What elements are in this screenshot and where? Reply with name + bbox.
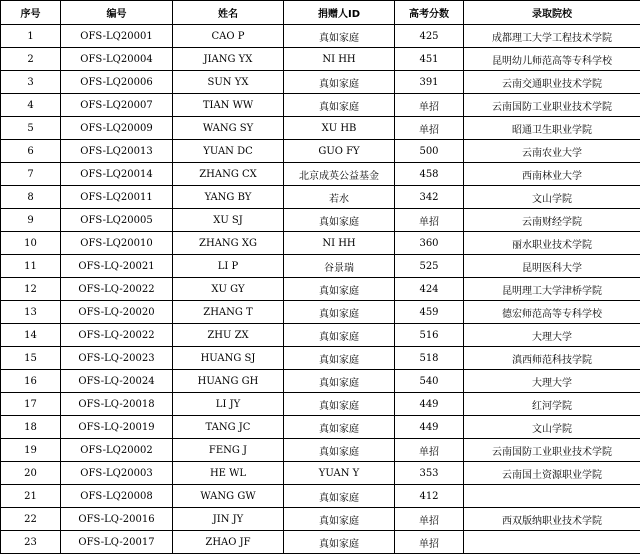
cell-gaokao-score: 360	[395, 232, 464, 255]
cell-donor-id: 真如家庭	[284, 209, 395, 232]
cell-index: 13	[1, 301, 61, 324]
cell-donor-id: 真如家庭	[284, 370, 395, 393]
cell-name: FENG J	[173, 439, 284, 462]
cell-gaokao-score: 单招	[395, 439, 464, 462]
cell-name: WANG GW	[173, 485, 284, 508]
cell-id: OFS-LQ20001	[61, 25, 173, 48]
cell-admitted-school: 德宏师范高等专科学校	[464, 301, 640, 324]
table-row	[1, 278, 640, 301]
cell-id: OFS-LQ20002	[61, 439, 173, 462]
cell-name: HE WL	[173, 462, 284, 485]
cell-index: 1	[1, 25, 61, 48]
table-row	[1, 71, 640, 94]
cell-id: OFS-LQ-20017	[61, 531, 173, 554]
cell-donor-id: 谷景瑞	[284, 255, 395, 278]
cell-gaokao-score: 424	[395, 278, 464, 301]
table-row	[1, 531, 640, 554]
cell-admitted-school: 云南农业大学	[464, 140, 640, 163]
cell-donor-id: 真如家庭	[284, 324, 395, 347]
cell-donor-id: NI HH	[284, 48, 395, 71]
cell-name: TIAN WW	[173, 94, 284, 117]
cell-index: 10	[1, 232, 61, 255]
cell-name: YUAN DC	[173, 140, 284, 163]
cell-index: 17	[1, 393, 61, 416]
cell-name: JIANG YX	[173, 48, 284, 71]
cell-admitted-school: 云南国防工业职业技术学院	[464, 94, 640, 117]
table-header	[1, 1, 640, 25]
cell-id: OFS-LQ20006	[61, 71, 173, 94]
cell-id: OFS-LQ20010	[61, 232, 173, 255]
cell-index: 14	[1, 324, 61, 347]
cell-index: 4	[1, 94, 61, 117]
header-index: 序号	[1, 1, 61, 25]
cell-id: OFS-LQ-20020	[61, 301, 173, 324]
cell-admitted-school: 云南国防工业职业技术学院	[464, 439, 640, 462]
cell-gaokao-score: 516	[395, 324, 464, 347]
cell-gaokao-score: 449	[395, 393, 464, 416]
cell-id: OFS-LQ-20022	[61, 324, 173, 347]
cell-index: 16	[1, 370, 61, 393]
cell-name: XU GY	[173, 278, 284, 301]
cell-id: OFS-LQ20008	[61, 485, 173, 508]
table-row	[1, 255, 640, 278]
cell-admitted-school: 红河学院	[464, 393, 640, 416]
cell-admitted-school: 昭通卫生职业学院	[464, 117, 640, 140]
cell-donor-id: 真如家庭	[284, 347, 395, 370]
cell-name: XU SJ	[173, 209, 284, 232]
cell-name: SUN YX	[173, 71, 284, 94]
cell-gaokao-score: 459	[395, 301, 464, 324]
table-row	[1, 301, 640, 324]
cell-donor-id: 真如家庭	[284, 416, 395, 439]
cell-gaokao-score: 单招	[395, 209, 464, 232]
cell-id: OFS-LQ20009	[61, 117, 173, 140]
cell-id: OFS-LQ20011	[61, 186, 173, 209]
cell-index: 11	[1, 255, 61, 278]
cell-name: YANG BY	[173, 186, 284, 209]
table-row	[1, 416, 640, 439]
table-row	[1, 347, 640, 370]
table-row	[1, 485, 640, 508]
cell-donor-id: 真如家庭	[284, 278, 395, 301]
cell-admitted-school: 大理大学	[464, 324, 640, 347]
cell-admitted-school: 文山学院	[464, 416, 640, 439]
table-row	[1, 140, 640, 163]
cell-gaokao-score: 单招	[395, 508, 464, 531]
cell-index: 21	[1, 485, 61, 508]
cell-donor-id: 真如家庭	[284, 25, 395, 48]
cell-donor-id: YUAN Y	[284, 462, 395, 485]
cell-donor-id: 真如家庭	[284, 71, 395, 94]
cell-name: ZHANG T	[173, 301, 284, 324]
table-row	[1, 117, 640, 140]
cell-gaokao-score: 451	[395, 48, 464, 71]
cell-id: OFS-LQ-20021	[61, 255, 173, 278]
cell-admitted-school: 成都理工大学工程技术学院	[464, 25, 640, 48]
table-row	[1, 186, 640, 209]
cell-id: OFS-LQ20005	[61, 209, 173, 232]
cell-admitted-school: 西南林业大学	[464, 163, 640, 186]
table-row	[1, 209, 640, 232]
cell-donor-id: 若水	[284, 186, 395, 209]
cell-admitted-school: 文山学院	[464, 186, 640, 209]
cell-index: 5	[1, 117, 61, 140]
cell-name: HUANG GH	[173, 370, 284, 393]
cell-id: OFS-LQ20007	[61, 94, 173, 117]
table-row	[1, 25, 640, 48]
table-row	[1, 508, 640, 531]
header-name: 姓名	[173, 1, 284, 25]
cell-donor-id: 真如家庭	[284, 485, 395, 508]
cell-name: LI P	[173, 255, 284, 278]
cell-gaokao-score: 458	[395, 163, 464, 186]
header-admitted-school: 录取院校	[464, 1, 640, 25]
cell-gaokao-score: 353	[395, 462, 464, 485]
table-row	[1, 48, 640, 71]
cell-index: 9	[1, 209, 61, 232]
table-row	[1, 324, 640, 347]
header-row	[1, 1, 640, 25]
cell-gaokao-score: 500	[395, 140, 464, 163]
cell-index: 3	[1, 71, 61, 94]
cell-id: OFS-LQ-20016	[61, 508, 173, 531]
cell-admitted-school: 云南交通职业技术学院	[464, 71, 640, 94]
cell-admitted-school: 昆明理工大学津桥学院	[464, 278, 640, 301]
cell-admitted-school: 滇西师范科技学院	[464, 347, 640, 370]
cell-name: ZHU ZX	[173, 324, 284, 347]
cell-donor-id: 真如家庭	[284, 393, 395, 416]
cell-admitted-school: 昆明幼儿师范高等专科学校	[464, 48, 640, 71]
table-body	[1, 25, 640, 554]
cell-index: 18	[1, 416, 61, 439]
header-donor-id: 捐赠人ID	[284, 1, 395, 25]
table-row	[1, 232, 640, 255]
cell-admitted-school: 云南国土资源职业学院	[464, 462, 640, 485]
cell-name: ZHANG XG	[173, 232, 284, 255]
cell-name: LI JY	[173, 393, 284, 416]
cell-admitted-school: 丽水职业技术学院	[464, 232, 640, 255]
cell-donor-id: 北京成英公益基金	[284, 163, 395, 186]
cell-id: OFS-LQ-20023	[61, 347, 173, 370]
cell-name: WANG SY	[173, 117, 284, 140]
table-row	[1, 370, 640, 393]
table-row	[1, 163, 640, 186]
cell-gaokao-score: 单招	[395, 94, 464, 117]
cell-id: OFS-LQ20004	[61, 48, 173, 71]
cell-id: OFS-LQ20013	[61, 140, 173, 163]
cell-name: ZHAO JF	[173, 531, 284, 554]
cell-name: TANG JC	[173, 416, 284, 439]
cell-admitted-school: 云南财经学院	[464, 209, 640, 232]
cell-admitted-school: 昆明医科大学	[464, 255, 640, 278]
cell-gaokao-score: 391	[395, 71, 464, 94]
cell-gaokao-score: 518	[395, 347, 464, 370]
cell-admitted-school	[464, 531, 640, 554]
cell-name: CAO P	[173, 25, 284, 48]
cell-donor-id: GUO FY	[284, 140, 395, 163]
cell-index: 7	[1, 163, 61, 186]
cell-index: 23	[1, 531, 61, 554]
cell-name: JIN JY	[173, 508, 284, 531]
table-row	[1, 393, 640, 416]
cell-admitted-school	[464, 485, 640, 508]
cell-donor-id: 真如家庭	[284, 508, 395, 531]
cell-index: 2	[1, 48, 61, 71]
cell-id: OFS-LQ-20024	[61, 370, 173, 393]
cell-index: 8	[1, 186, 61, 209]
cell-gaokao-score: 单招	[395, 117, 464, 140]
cell-gaokao-score: 342	[395, 186, 464, 209]
cell-gaokao-score: 412	[395, 485, 464, 508]
cell-index: 20	[1, 462, 61, 485]
cell-admitted-school: 西双版纳职业技术学院	[464, 508, 640, 531]
cell-gaokao-score: 425	[395, 25, 464, 48]
cell-id: OFS-LQ-20019	[61, 416, 173, 439]
cell-donor-id: XU HB	[284, 117, 395, 140]
cell-donor-id: 真如家庭	[284, 94, 395, 117]
cell-id: OFS-LQ20003	[61, 462, 173, 485]
table-row	[1, 94, 640, 117]
cell-admitted-school: 大理大学	[464, 370, 640, 393]
table-row	[1, 439, 640, 462]
table-row	[1, 462, 640, 485]
cell-gaokao-score: 540	[395, 370, 464, 393]
cell-name: HUANG SJ	[173, 347, 284, 370]
cell-index: 19	[1, 439, 61, 462]
cell-donor-id: NI HH	[284, 232, 395, 255]
header-id: 编号	[61, 1, 173, 25]
cell-gaokao-score: 449	[395, 416, 464, 439]
cell-id: OFS-LQ20014	[61, 163, 173, 186]
cell-gaokao-score: 525	[395, 255, 464, 278]
cell-donor-id: 真如家庭	[284, 439, 395, 462]
cell-index: 6	[1, 140, 61, 163]
cell-index: 22	[1, 508, 61, 531]
cell-gaokao-score: 单招	[395, 531, 464, 554]
header-gaokao-score: 高考分数	[395, 1, 464, 25]
cell-donor-id: 真如家庭	[284, 531, 395, 554]
cell-donor-id: 真如家庭	[284, 301, 395, 324]
cell-id: OFS-LQ-20022	[61, 278, 173, 301]
cell-index: 15	[1, 347, 61, 370]
cell-index: 12	[1, 278, 61, 301]
cell-name: ZHANG CX	[173, 163, 284, 186]
cell-id: OFS-LQ-20018	[61, 393, 173, 416]
